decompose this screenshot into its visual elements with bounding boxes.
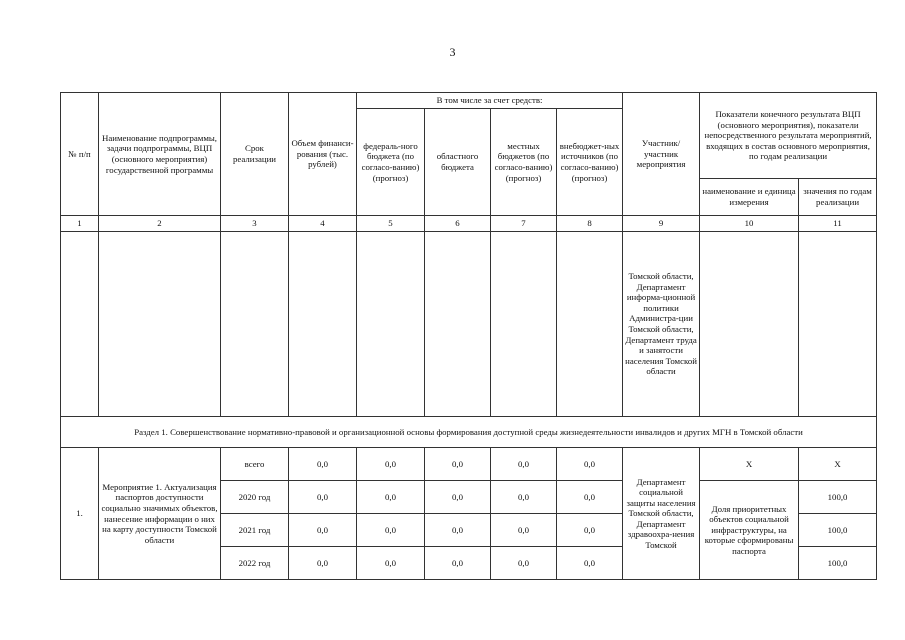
local-cell: 0,0 [491, 514, 557, 547]
page-number: 3 [449, 45, 456, 59]
header-name: Наименование подпрограммы, задачи подпрограммы, ВЦП (основного мероприятия) государственной программы [99, 93, 221, 216]
col-number: 4 [289, 216, 357, 232]
indicator-value-cell: 100,0 [799, 514, 877, 547]
local-cell: 0,0 [491, 547, 557, 580]
col-number: 3 [221, 216, 289, 232]
indicator-value-cell: 100,0 [799, 481, 877, 514]
header-ind-values: значения по годам реализации [799, 179, 877, 216]
header-num: № п/п [61, 93, 99, 216]
volume-cell: 0,0 [289, 481, 357, 514]
header-ind-name: наименование и единица измерения [700, 179, 799, 216]
term-cell: 2021 год [221, 514, 289, 547]
section-row [61, 417, 877, 448]
header-offbudget: внебюджет-ных источников (по согласо-ванию) (прогноз) [557, 109, 623, 216]
volume-cell: 0,0 [289, 448, 357, 481]
header-term: Срок реализации [221, 93, 289, 216]
activity-number: 1. [61, 448, 99, 580]
indicator-name-cell: X [700, 448, 799, 481]
regional-cell: 0,0 [425, 481, 491, 514]
indicator-value-cell: 100,0 [799, 547, 877, 580]
federal-cell: 0,0 [357, 514, 425, 547]
col-number: 1 [61, 216, 99, 232]
offbudget-cell: 0,0 [557, 448, 623, 481]
continuation-row [61, 232, 877, 417]
indicator-value-cell: X [799, 448, 877, 481]
regional-cell: 0,0 [425, 514, 491, 547]
continuation-participant: Томской области, Департамент информа-ционной политики Администра-ции Томской области, Департамент труда и занятости населения Томской области [623, 232, 700, 417]
col-number: 9 [623, 216, 700, 232]
volume-cell: 0,0 [289, 514, 357, 547]
header-indicators-group: Показатели конечного результата ВЦП (основного мероприятия), показатели непосредственного результата мероприятий, входящих в состав основного мероприятия, по годам реализации [700, 93, 877, 179]
program-table [60, 92, 877, 580]
col-number: 7 [491, 216, 557, 232]
header-local: местных бюджетов (по согласо-ванию) (прогноз) [491, 109, 557, 216]
activity-name: Мероприятие 1. Актуализация паспортов доступности социально значимых объектов, нанесение информации о них на карту доступности Томской области [99, 448, 221, 580]
col-number: 11 [799, 216, 877, 232]
column-number-row [61, 216, 877, 232]
regional-cell: 0,0 [425, 547, 491, 580]
col-number: 2 [99, 216, 221, 232]
header-federal: федераль-ного бюджета (по согласо-ванию) (прогноз) [357, 109, 425, 216]
regional-cell: 0,0 [425, 448, 491, 481]
activity-row [61, 448, 877, 481]
indicator-name: Доля приоритетных объектов социальной инфраструктуры, на которые сформированы паспорта [700, 481, 799, 580]
federal-cell: 0,0 [357, 547, 425, 580]
header-sources-group: В том числе за счет средств: [357, 93, 623, 109]
section-title: Раздел 1. Совершенствование нормативно-правовой и организационной основы формирования доступной среды жизнедеятельности инвалидов и других МГН в Томской области [61, 417, 877, 448]
header-regional: областного бюджета [425, 109, 491, 216]
col-number: 5 [357, 216, 425, 232]
col-number: 6 [425, 216, 491, 232]
federal-cell: 0,0 [357, 448, 425, 481]
term-cell: всего [221, 448, 289, 481]
offbudget-cell: 0,0 [557, 481, 623, 514]
activity-participant: Департамент социальной защиты населения Томской области, Департамент здравоохра-нения Томской [623, 448, 700, 580]
federal-cell: 0,0 [357, 481, 425, 514]
offbudget-cell: 0,0 [557, 514, 623, 547]
col-number: 8 [557, 216, 623, 232]
offbudget-cell: 0,0 [557, 547, 623, 580]
local-cell: 0,0 [491, 448, 557, 481]
header-participant: Участник/ участник мероприятия [623, 93, 700, 216]
local-cell: 0,0 [491, 481, 557, 514]
header-row-1 [61, 93, 877, 109]
header-volume: Объем финанси-рования (тыс. рублей) [289, 93, 357, 216]
col-number: 10 [700, 216, 799, 232]
volume-cell: 0,0 [289, 547, 357, 580]
term-cell: 2022 год [221, 547, 289, 580]
term-cell: 2020 год [221, 481, 289, 514]
